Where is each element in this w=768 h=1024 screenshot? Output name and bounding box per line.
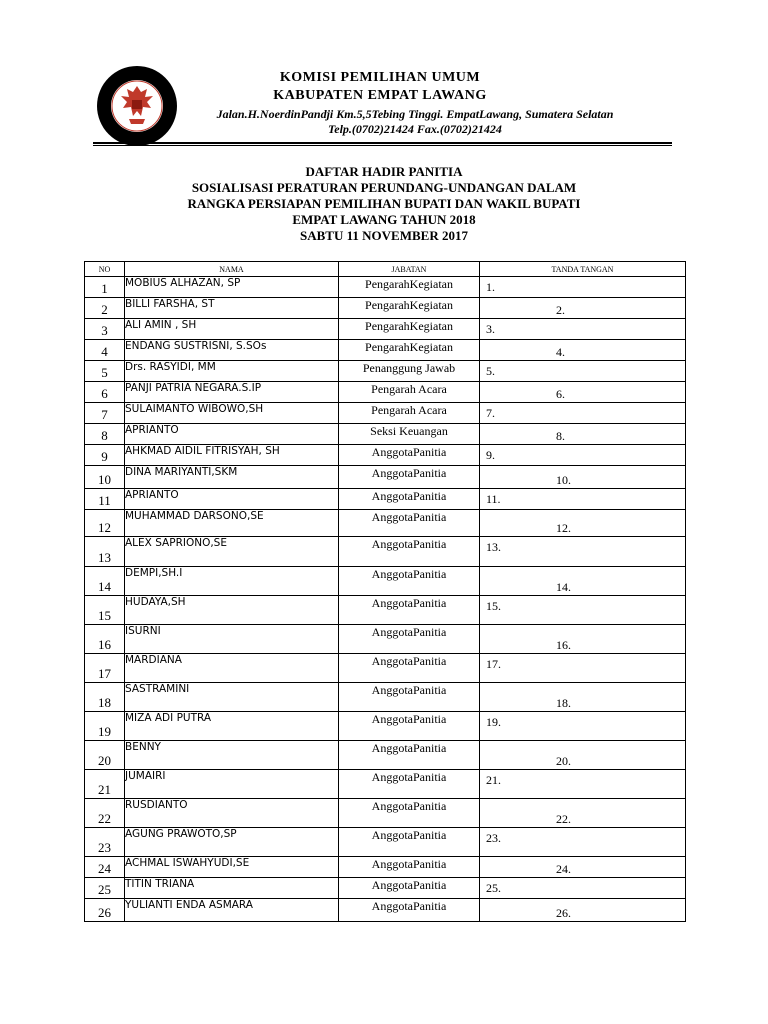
row-position: AnggotaPanitia — [339, 445, 480, 466]
doc-title-line3: RANGKA PERSIAPAN PEMILIHAN BUPATI DAN WAKIL BUPATI — [187, 196, 581, 211]
row-position: PengarahKegiatan — [339, 277, 480, 298]
signature-number: 8. — [556, 429, 565, 443]
doc-title-line1: DAFTAR HADIR PANITIA — [305, 164, 463, 179]
table-row — [85, 712, 686, 741]
signature-number: 10. — [556, 473, 571, 487]
row-name: MIZA ADI PUTRA — [125, 712, 339, 741]
row-signature — [480, 799, 686, 828]
signature-number: 19. — [486, 715, 501, 729]
row-number: 8 — [85, 424, 125, 445]
row-number: 16 — [85, 625, 125, 654]
table-row — [85, 319, 686, 340]
row-signature — [480, 857, 686, 878]
table-row — [85, 567, 686, 596]
row-position: PengarahKegiatan — [339, 319, 480, 340]
header-no: NO — [85, 262, 125, 277]
signature-number: 25. — [486, 881, 501, 895]
row-number: 19 — [85, 712, 125, 741]
doc-title-line4: EMPAT LAWANG TAHUN 2018 — [292, 212, 476, 227]
signature-number: 5. — [486, 364, 495, 378]
row-number: 17 — [85, 654, 125, 683]
row-signature — [480, 741, 686, 770]
table-row — [85, 741, 686, 770]
signature-number: 1. — [486, 280, 495, 294]
row-signature — [480, 567, 686, 596]
org-branch: KABUPATEN EMPAT LAWANG — [273, 88, 487, 103]
row-signature — [480, 298, 686, 319]
row-position: Penanggung Jawab — [339, 361, 480, 382]
org-name: KOMISI PEMILIHAN UMUM — [279, 70, 481, 85]
row-number: 12 — [85, 510, 125, 537]
table-row — [85, 340, 686, 361]
row-number: 2 — [85, 298, 125, 319]
table-row — [85, 466, 686, 489]
row-position: Pengarah Acara — [339, 382, 480, 403]
row-name: RUSDIANTO — [125, 799, 339, 828]
row-position: AnggotaPanitia — [339, 878, 480, 899]
row-name: HUDAYA,SH — [125, 596, 339, 625]
signature-number: 4. — [556, 345, 565, 359]
row-signature — [480, 277, 686, 298]
row-name: APRIANTO — [125, 424, 339, 445]
table-row — [85, 445, 686, 466]
doc-title-line5: SABTU 11 NOVEMBER 2017 — [300, 228, 468, 243]
row-name: Drs. RASYIDI, MM — [125, 361, 339, 382]
row-number: 25 — [85, 878, 125, 899]
row-position: AnggotaPanitia — [339, 770, 480, 799]
row-signature — [480, 403, 686, 424]
row-position: AnggotaPanitia — [339, 466, 480, 489]
row-number: 4 — [85, 340, 125, 361]
signature-number: 14. — [556, 580, 571, 594]
row-name: MARDIANA — [125, 654, 339, 683]
row-name: JUMAIRI — [125, 770, 339, 799]
signature-number: 16. — [556, 638, 571, 652]
signature-number: 18. — [556, 696, 571, 710]
table-row — [85, 770, 686, 799]
row-number: 22 — [85, 799, 125, 828]
table-row — [85, 596, 686, 625]
row-number: 10 — [85, 466, 125, 489]
row-position: AnggotaPanitia — [339, 899, 480, 922]
row-signature — [480, 712, 686, 741]
row-number: 14 — [85, 567, 125, 596]
table-row — [85, 683, 686, 712]
row-name: SULAIMANTO WIBOWO,SH — [125, 403, 339, 424]
attendance-table — [84, 261, 686, 922]
row-name: PANJI PATRIA NEGARA.S.IP — [125, 382, 339, 403]
signature-number: 15. — [486, 599, 501, 613]
table-row — [85, 298, 686, 319]
row-number: 26 — [85, 899, 125, 922]
row-number: 15 — [85, 596, 125, 625]
table-row — [85, 899, 686, 922]
signature-number: 9. — [486, 448, 495, 462]
row-name: DEMPI,SH.I — [125, 567, 339, 596]
signature-number: 11. — [486, 492, 501, 506]
table-row — [85, 382, 686, 403]
attendance-rows — [85, 277, 686, 922]
table-row — [85, 625, 686, 654]
row-signature — [480, 489, 686, 510]
row-position: AnggotaPanitia — [339, 828, 480, 857]
row-name: ALEX SAPRIONO,SE — [125, 537, 339, 567]
signature-number: 22. — [556, 812, 571, 826]
row-signature — [480, 424, 686, 445]
row-name: ENDANG SUSTRISNI, S.SOs — [125, 340, 339, 361]
row-number: 7 — [85, 403, 125, 424]
row-signature — [480, 683, 686, 712]
row-signature — [480, 899, 686, 922]
header-nama: NAMA — [125, 262, 339, 277]
row-number: 3 — [85, 319, 125, 340]
org-phone: Telp.(0702)21424 Fax.(0702)21424 — [328, 122, 502, 136]
row-signature — [480, 361, 686, 382]
row-name: YULIANTI ENDA ASMARA — [125, 899, 339, 922]
row-position: AnggotaPanitia — [339, 489, 480, 510]
row-position: PengarahKegiatan — [339, 298, 480, 319]
signature-number: 2. — [556, 303, 565, 317]
table-row — [85, 537, 686, 567]
signature-number: 13. — [486, 540, 501, 554]
row-position: AnggotaPanitia — [339, 654, 480, 683]
kpu-emblem-icon — [95, 64, 179, 148]
row-number: 18 — [85, 683, 125, 712]
signature-number: 26. — [556, 906, 571, 920]
row-position: AnggotaPanitia — [339, 741, 480, 770]
table-row — [85, 361, 686, 382]
signature-number: 12. — [556, 521, 571, 535]
table-row — [85, 403, 686, 424]
row-number: 5 — [85, 361, 125, 382]
row-name: TITIN TRIANA — [125, 878, 339, 899]
row-position: AnggotaPanitia — [339, 683, 480, 712]
table-row — [85, 510, 686, 537]
row-position: AnggotaPanitia — [339, 857, 480, 878]
row-signature — [480, 466, 686, 489]
letterhead-rule — [93, 142, 672, 144]
row-position: Seksi Keuangan — [339, 424, 480, 445]
table-row — [85, 828, 686, 857]
row-number: 1 — [85, 277, 125, 298]
row-number: 23 — [85, 828, 125, 857]
doc-title-line2: SOSIALISASI PERATURAN PERUNDANG-UNDANGAN DALAM — [191, 180, 577, 195]
row-signature — [480, 340, 686, 361]
signature-number: 24. — [556, 862, 571, 876]
row-position: AnggotaPanitia — [339, 625, 480, 654]
row-signature — [480, 319, 686, 340]
row-signature — [480, 654, 686, 683]
signature-number: 6. — [556, 387, 565, 401]
row-signature — [480, 510, 686, 537]
row-name: DINA MARIYANTI,SKM — [125, 466, 339, 489]
row-position: AnggotaPanitia — [339, 537, 480, 567]
row-name: MUHAMMAD DARSONO,SE — [125, 510, 339, 537]
row-name: SASTRAMINI — [125, 683, 339, 712]
row-position: AnggotaPanitia — [339, 510, 480, 537]
row-signature — [480, 445, 686, 466]
row-name: AGUNG PRAWOTO,SP — [125, 828, 339, 857]
signature-number: 7. — [486, 406, 495, 420]
org-address: Jalan.H.NoerdinPandji Km.5,5Tebing Tinggi. EmpatLawang, Sumatera Selatan — [216, 107, 614, 121]
table-row — [85, 424, 686, 445]
row-position: AnggotaPanitia — [339, 799, 480, 828]
header-tanda-tangan: TANDA TANGAN — [480, 262, 686, 277]
row-name: AHKMAD AIDIL FITRISYAH, SH — [125, 445, 339, 466]
table-row — [85, 878, 686, 899]
row-number: 21 — [85, 770, 125, 799]
row-name: ACHMAL ISWAHYUDI,SE — [125, 857, 339, 878]
row-number: 24 — [85, 857, 125, 878]
header-jabatan: JABATAN — [339, 262, 480, 277]
row-signature — [480, 625, 686, 654]
table-row — [85, 654, 686, 683]
row-name: BENNY — [125, 741, 339, 770]
row-name: APRIANTO — [125, 489, 339, 510]
row-name: BILLI FARSHA, ST — [125, 298, 339, 319]
kpu-logo — [95, 64, 179, 148]
row-position: PengarahKegiatan — [339, 340, 480, 361]
row-number: 11 — [85, 489, 125, 510]
row-number: 13 — [85, 537, 125, 567]
row-signature — [480, 828, 686, 857]
signature-number: 23. — [486, 831, 501, 845]
table-row — [85, 857, 686, 878]
row-signature — [480, 382, 686, 403]
table-row — [85, 799, 686, 828]
row-position: AnggotaPanitia — [339, 596, 480, 625]
row-signature — [480, 596, 686, 625]
signature-number: 21. — [486, 773, 501, 787]
row-number: 6 — [85, 382, 125, 403]
signature-number: 17. — [486, 657, 501, 671]
row-signature — [480, 878, 686, 899]
letterhead-rule-thin — [93, 145, 672, 146]
row-position: Pengarah Acara — [339, 403, 480, 424]
row-name: MOBIUS ALHAZAN, SP — [125, 277, 339, 298]
row-name: ALI AMIN , SH — [125, 319, 339, 340]
table-row — [85, 277, 686, 298]
row-number: 20 — [85, 741, 125, 770]
row-name: ISURNI — [125, 625, 339, 654]
row-signature — [480, 537, 686, 567]
table-header-row — [85, 262, 686, 277]
row-position: AnggotaPanitia — [339, 567, 480, 596]
table-row — [85, 489, 686, 510]
row-signature — [480, 770, 686, 799]
signature-number: 3. — [486, 322, 495, 336]
row-position: AnggotaPanitia — [339, 712, 480, 741]
row-number: 9 — [85, 445, 125, 466]
signature-number: 20. — [556, 754, 571, 768]
